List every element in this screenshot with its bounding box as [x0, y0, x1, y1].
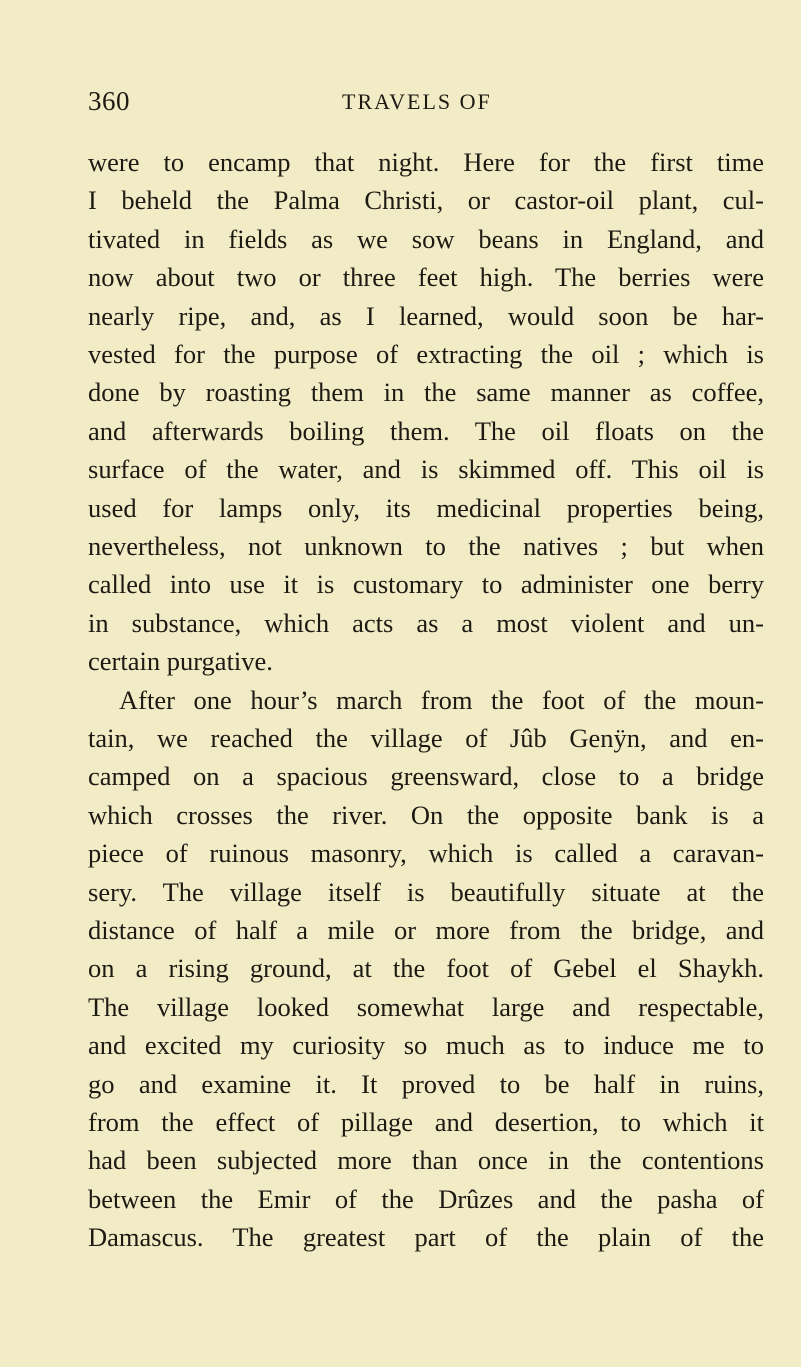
text-line: The village looked somewhat large and respectable, [88, 991, 764, 1022]
text-line: which crosses the river. On the opposite bank is a [88, 799, 764, 830]
text-line: and afterwards boiling them. The oil floats on the [88, 415, 764, 446]
text-line: go and examine it. It proved to be half in ruins, [88, 1068, 764, 1099]
text-line: called into use it is customary to administer one berry [88, 569, 764, 600]
text-line: sery. The village itself is beautifully situate at the [88, 876, 764, 907]
text-line: had been subjected more than once in the contentions [88, 1145, 764, 1176]
text-line: distance of half a mile or more from the bridge, and [88, 915, 764, 945]
text-line: tivated in fields as we sow beans in England, and [88, 223, 764, 254]
text-line: I beheld the Palma Christi, or castor-oil plant, cul- [88, 185, 764, 216]
text-line: were to encamp that night. Here for the first time [88, 147, 764, 177]
text-line: nearly ripe, and, as I learned, would soon be har- [88, 300, 764, 331]
text-line: tain, we reached the village of Jûb Genÿn, and en- [88, 723, 764, 753]
text-line: nevertheless, not unknown to the natives ; but when [88, 531, 764, 561]
text-line: surface of the water, and is skimmed off. This oil is [88, 454, 764, 485]
text-line: now about two or three feet high. The berries were [88, 262, 764, 293]
text-line: and excited my curiosity so much as to induce me to [88, 1030, 764, 1061]
text-line: used for lamps only, its medicinal properties being, [88, 492, 764, 523]
text-line: between the Emir of the Drûzes and the pasha of [88, 1183, 764, 1214]
running-title: TRAVELS OF [342, 89, 492, 114]
text-line: Damascus. The greatest part of the plain of the [88, 1222, 764, 1253]
paragraph-end-line: certain purgative. [88, 646, 273, 677]
text-line: camped on a spacious greensward, close to a bridge [88, 761, 764, 792]
running-head [88, 86, 764, 120]
text-line: on a rising ground, at the foot of Gebel el Shaykh. [88, 953, 764, 984]
text-line: piece of ruinous masonry, which is called a caravan- [88, 838, 764, 869]
text-line: done by roasting them in the same manner as coffee, [88, 377, 764, 408]
text-line: from the effect of pillage and desertion, to which it [88, 1107, 764, 1137]
text-line: vested for the purpose of extracting the oil ; which is [88, 339, 764, 369]
paragraph-first-line: After one hour’s march from the foot of the moun- [119, 684, 764, 715]
page-number: 360 [88, 86, 130, 116]
text-line: in substance, which acts as a most violent and un- [88, 607, 764, 638]
